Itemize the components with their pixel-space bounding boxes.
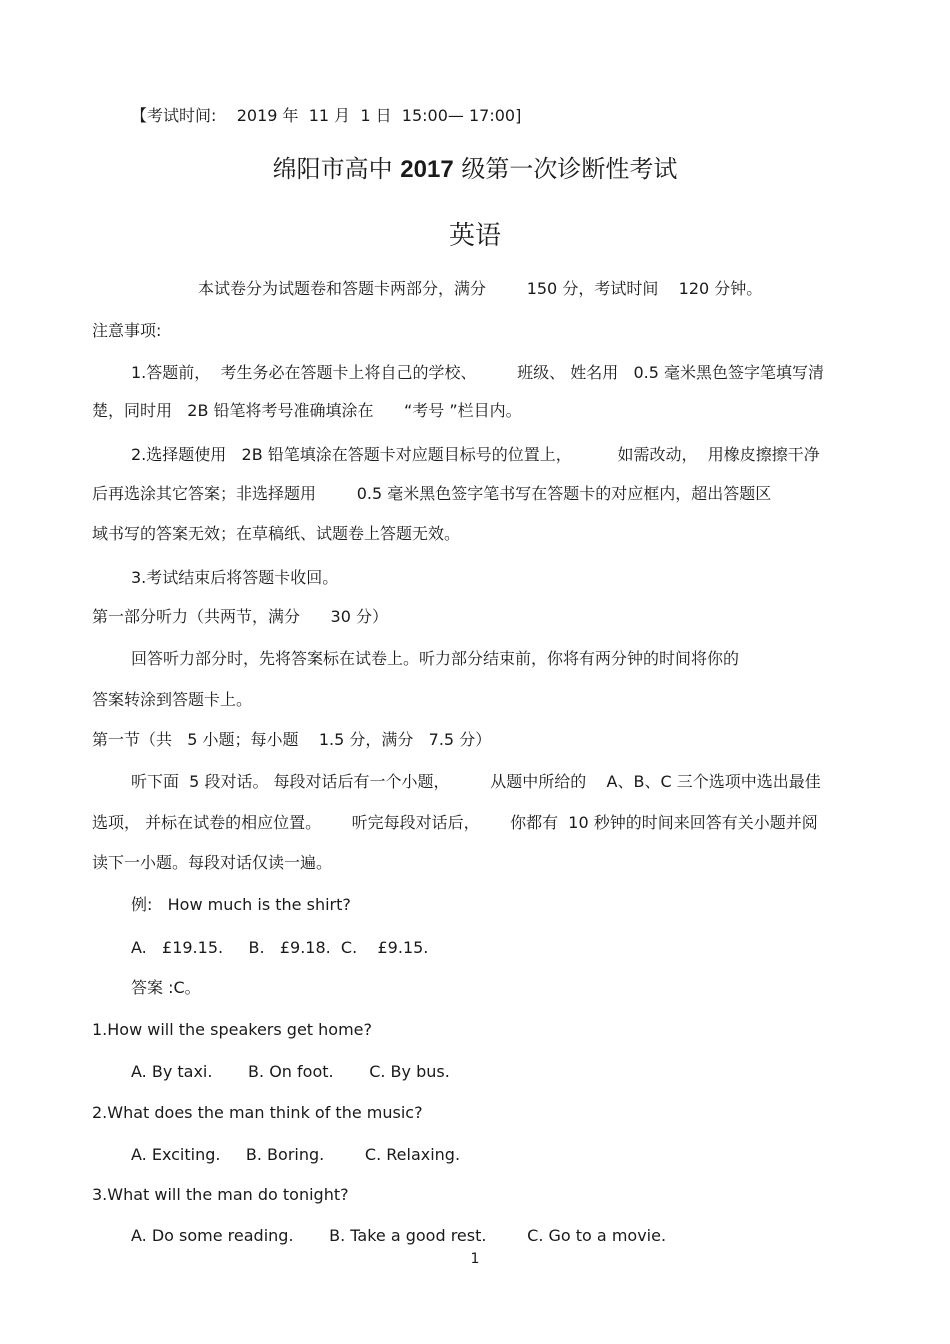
notice-line: 后再选涂其它答案；非选择题用 0.5 毫米黑色签字笔书写在答题卡的对应框内，超出答题区 (92, 484, 772, 503)
section1-instruction: 选项， 并标在试卷的相应位置。 听完每段对话后， 你都有 10 秒钟的时间来回答有关小题并阅 (92, 813, 818, 832)
section1-heading: 第一节（共 5 小题；每小题 1.5 分，满分 7.5 分） (92, 730, 492, 749)
part1-instruction: 回答听力部分时，先将答案标在试卷上。听力部分结束前，你将有两分钟的时间将你的 (131, 649, 740, 668)
notice-line: 楚，同时用 2B 铅笔将考号准确填涂在 “考号 ”栏目内。 (92, 401, 522, 420)
example-question: 例: How much is the shirt? (131, 895, 351, 914)
exam-title-suffix: 级第一次诊断性考试 (453, 155, 678, 183)
subject-title: 英语 (448, 221, 501, 251)
exam-title-prefix: 绵阳市高中 (272, 155, 401, 183)
exam-title (0, 154, 950, 185)
page-number: 1 (470, 1251, 480, 1267)
question-options: A. Exciting. B. Boring. C. Relaxing. (131, 1145, 461, 1164)
notice-line: 3.考试结束后将答题卡收回。 (131, 568, 339, 587)
example-answer: 答案 :C。 (131, 978, 201, 997)
part1-heading: 第一部分听力（共两节，满分 30 分） (92, 607, 388, 626)
notice-line: 2.选择题使用 2B 铅笔填涂在答题卡对应题目标号的位置上， 如需改动， 用橡皮擦擦干净 (131, 445, 820, 464)
question-stem: 2.What does the man think of the music? (92, 1103, 423, 1122)
part1-instruction: 答案转涂到答题卡上。 (92, 690, 253, 709)
exam-title-year: 2017 (400, 156, 454, 183)
question-stem: 3.What will the man do tonight? (92, 1185, 349, 1204)
notice-line: 域书写的答案无效；在草稿纸、试题卷上答题无效。 (92, 524, 461, 543)
section1-instruction: 读下一小题。每段对话仅读一遍。 (92, 853, 333, 872)
notice-line: 1.答题前， 考生务必在答题卡上将自己的学校、 班级、 姓名用 0.5 毫米黑色签字笔填写清 (131, 363, 825, 382)
section1-instruction: 听下面 5 段对话。 每段对话后有一个小题， 从题中所给的 A、B、C 三个选项中选出最佳 (131, 772, 821, 791)
exam-time: 【考试时间: 2019 年 11 月 1 日 15:00— 17:00] (131, 106, 522, 125)
exam-intro: 本试卷分为试题卷和答题卡两部分，满分 150 分，考试时间 120 分钟。 (198, 279, 763, 298)
notice-heading: 注意事项: (92, 321, 162, 340)
question-options: A. By taxi. B. On foot. C. By bus. (131, 1062, 450, 1081)
question-options: A. Do some reading. B. Take a good rest. C. Go to a movie. (131, 1226, 667, 1245)
question-stem: 1.How will the speakers get home? (92, 1020, 372, 1039)
example-options: A. £19.15. B. £9.18. C. £9.15. (131, 938, 429, 957)
